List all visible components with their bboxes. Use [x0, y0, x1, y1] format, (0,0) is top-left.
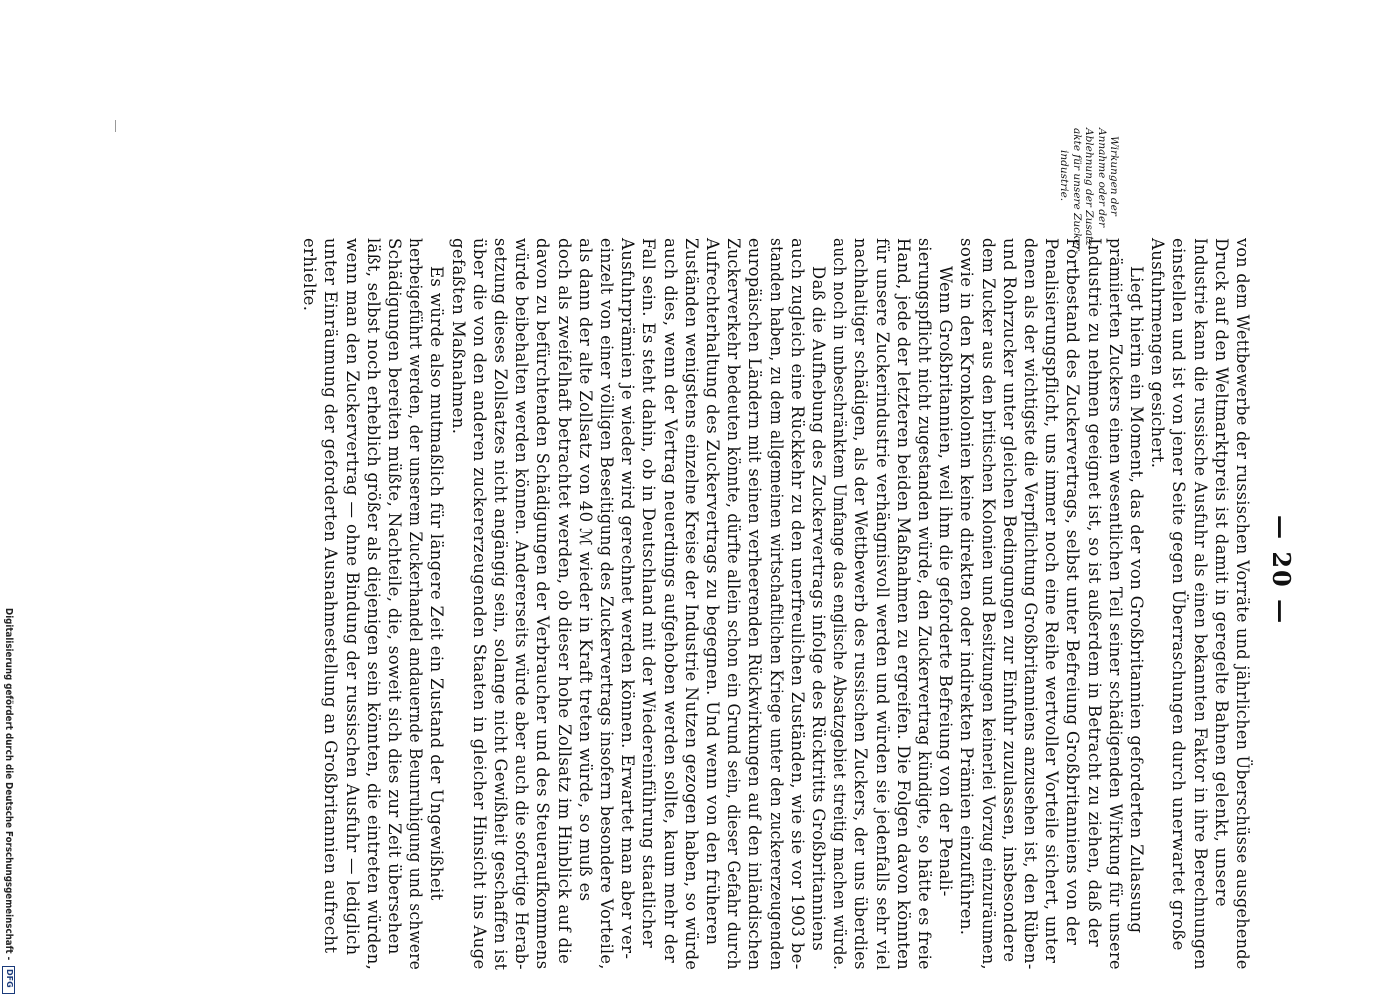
- text-line: wenn man den Zuckervertrag — ohne Bindung der russischen Ausfuhr — lediglich: [342, 238, 362, 956]
- margin-note-line: Ablehnung der Zusatz-: [1083, 128, 1095, 250]
- text-line: herbeigeführt werden, der unserem Zuckerhandel andauernde Beunruhigung und schwere: [406, 238, 426, 971]
- text-line: nachhaltiger schädigen, als der Wettbewerb des russischen Zuckers, der uns überdies: [851, 238, 871, 970]
- text-line: würde beibehalten werden können. Andererseits würde aber auch die sofortige Herab-: [512, 238, 532, 970]
- text-line: Wenn Großbritannien, weil ihm die geforderte Befreiung von der Penali-: [936, 266, 956, 897]
- text-line: von dem Wettbewerbe der russischen Vorräte und jährlichen Überschüsse ausgehende: [1233, 238, 1252, 970]
- text-line: Ausfuhrmengen gesichert.: [1148, 238, 1168, 469]
- text-line: über die von den anderen zuckererzeugenden Staaten in gleicher Hinsicht ins Auge: [469, 238, 489, 970]
- text-line: Daß die Aufhebung des Zuckervertrags infolge des Rücktritts Großbritanniens: [809, 266, 828, 952]
- text-line: und Rohrzucker unter gleichen Bedingungen zur Einfuhr zuzulassen, insbesondere: [999, 238, 1019, 963]
- text-line: einstellen und ist von jener Seite gegen Überraschungen durch unerwartet große: [1169, 238, 1189, 951]
- text-line: Fortbestand des Zuckervertrags, selbst unter Befreiung Großbritanniens von der: [1063, 238, 1083, 946]
- margin-note-line: akte für unsere Zucker-: [1070, 128, 1083, 255]
- text-line: für unsere Zuckerindustrie verhängnisvoll werden und würden sie jedenfalls sehr viel: [872, 238, 892, 971]
- text-line: Industrie zu nehmen geeignet ist, so ist außerdem in Betracht zu ziehen, daß der: [1084, 238, 1104, 947]
- text-line: Es würde also mutmaßlich für längere Zeit ein Zustand der Ungewißheit: [427, 266, 447, 901]
- text-line: als dann der alte Zollsatz von 40 ℳ wieder in Kraft treten würde, so muß es: [575, 238, 595, 902]
- dfg-logo-icon: [2, 966, 15, 994]
- text-line: Druck auf den Weltmarktpreis ist damit in geregelte Bahnen gelenkt, unsere: [1211, 238, 1231, 907]
- text-line: Zuckerverkehr bedeuten könnte, dürfte allein schon ein Grund sein, dieser Gefahr durch: [724, 238, 744, 970]
- text-line: Fall sein. Es steht dahin, ob in Deutschland mit der Wiedereinführung staatlicher: [639, 238, 659, 949]
- text-line: Aufrechterhaltung des Zuckervertrags zu begegnen. Und wenn von den früheren: [703, 238, 722, 946]
- dfg-logo-text: DFG: [5, 969, 14, 988]
- text-line: Ausfuhrprämien je wieder wird gerechnet werden können. Erwartet man aber ver-: [618, 238, 638, 960]
- page-number: — 20 —: [1267, 515, 1296, 626]
- text-line: davon zu befürchtenden Schädigungen der Verbraucher und des Steueraufkommens: [533, 238, 553, 970]
- text-line: dem Zucker aus den britischen Kolonien und Besitzungen keinerlei Vorzug einzuräumen,: [978, 238, 998, 970]
- text-line: Zuständen wenigstens einzelne Kreise der Industrie Nutzen gezogen haben, so würde: [681, 238, 701, 971]
- margin-note-line: Annahme oder der: [1095, 128, 1108, 228]
- text-line: europäischen Ländern mit seinen verheerenden Rückwirkungen auf den inländischen: [745, 238, 765, 971]
- text-line: auch zugleich eine Rückkehr zu den unerfreulichen Zuständen, wie sie vor 1903 be-: [787, 238, 807, 970]
- text-line: Penalisierungspflicht, uns immer noch eine Reihe wertvoller Vorteile sichert, unter: [1042, 238, 1062, 964]
- text-line: unter Einräumung der geforderten Ausnahmestellung an Großbritannien aufrecht: [321, 238, 341, 954]
- text-line: Industrie kann die russische Ausfuhr als einen bekannten Faktor in ihre Berechnungen: [1190, 238, 1210, 970]
- text-line: auch dies, wenn der Vertrag neuerdings aufgehoben werden sollte, kaum mehr der: [660, 238, 680, 964]
- scan-mark: [115, 120, 116, 132]
- text-line: gefaßten Maßnahmen.: [448, 238, 468, 435]
- text-line: sowie in den Kronkolonien keine direkten oder indirekten Prämien einzuführen.: [957, 238, 977, 936]
- margin-note-line: industrie.: [1058, 150, 1070, 202]
- text-line: Hand, jede der letzteren beiden Maßnahmen zu ergreifen. Die Folgen davon könnten: [893, 238, 913, 970]
- text-line: prämiierten Zuckers einen wesentlichen Teil seiner schädigenden Wirkung für unsere: [1105, 238, 1125, 970]
- text-line: auch noch in unbeschränktem Umfange das englische Absatzgebiet streitig machen würde.: [830, 238, 850, 971]
- text-line: sierungspflicht nicht zugestanden würde, den Zuckervertrag kündigte, so hätte es freie: [915, 238, 934, 970]
- text-line: setzung dieses Zollsatzes nicht angängig sein, solange nicht Gewißheit geschaffen ist: [491, 238, 510, 971]
- text-line: Liegt hierin ein Moment, das der von Großbritannien geforderten Zulassung: [1127, 266, 1146, 934]
- text-line: Schädigungen bereiten müßte, Nachteile, die, soweit sich dies zur Zeit übersehen: [385, 238, 404, 955]
- text-line: läßt, selbst noch erheblich größer als diejenigen sein könnten, die eintreten würden,: [363, 238, 383, 971]
- text-line: standen haben, zu dem allgemeinen wirtschaftlichen Kriege unter den zuckererzeugenden: [766, 238, 786, 971]
- margin-note-line: Wirkungen der: [1108, 136, 1120, 216]
- text-line: erhielte.: [300, 238, 320, 312]
- text-line: einzelt von einer völligen Beseitigung des Zuckervertrags insofern besondere Vorteile,: [597, 238, 616, 970]
- digitization-credit: Digitalisierung gefördert durch die Deutsche Forschungsgemeinschaft -: [3, 608, 14, 961]
- text-line: doch als zweifelhaft betrachtet werden, ob dieser hohe Zollsatz im Hinblick auf die: [554, 238, 574, 965]
- text-line: denen als der wichtigste die Verpflichtung Großbritanniens anzusehen ist, den Rüben-: [1021, 238, 1040, 970]
